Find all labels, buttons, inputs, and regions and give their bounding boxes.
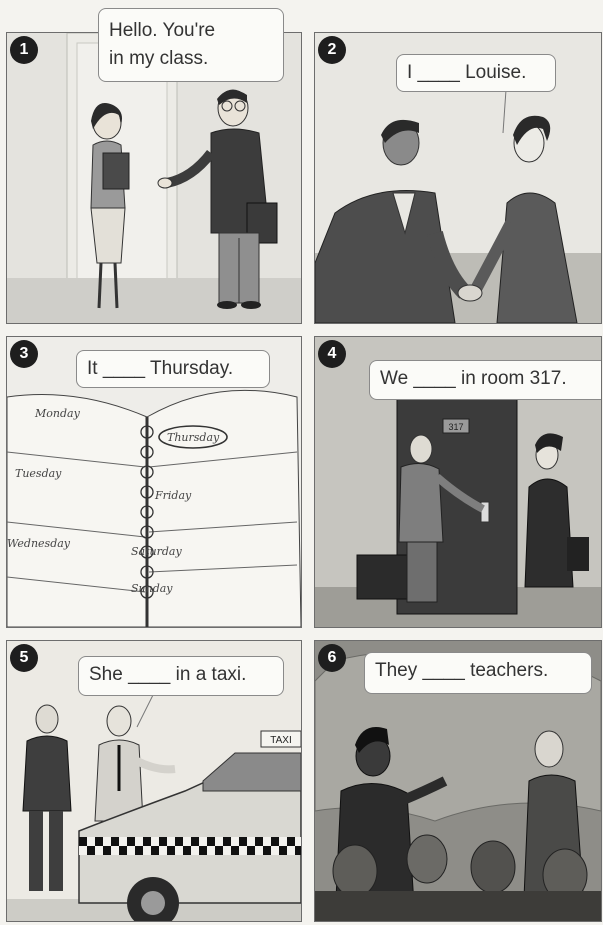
speech-text: She ____ in a taxi.	[89, 664, 247, 685]
speech-bubble-1	[98, 8, 284, 82]
taxi-checker-stripe	[79, 837, 301, 855]
panel-number-4: 4	[318, 340, 346, 368]
diary-day-5: Wednesday	[7, 537, 71, 550]
panel-number-5: 5	[10, 644, 38, 672]
panel-number-3: 3	[10, 340, 38, 368]
speech-bubble-6	[364, 652, 592, 694]
speech-line-1: Hello. You're	[109, 20, 216, 41]
speech-bubble-5	[78, 656, 284, 696]
door-number: 317	[448, 422, 464, 432]
speech-bubble-4	[369, 360, 601, 400]
speech-text: I ____ Louise.	[407, 62, 527, 83]
diary-day-7: Sunday	[131, 582, 173, 595]
panel-number-2: 2	[318, 36, 346, 64]
diary-day-4: Friday	[155, 489, 192, 502]
speech-bubble-2	[396, 54, 556, 92]
speech-text: It ____ Thursday.	[87, 358, 234, 379]
speech-text: They ____ teachers.	[375, 660, 549, 681]
diary-day-3: Tuesday	[15, 467, 62, 480]
speech-line-2: in my class.	[109, 48, 209, 69]
speech-text: We ____ in room 317.	[380, 368, 567, 389]
taxi-sign-text: TAXI	[270, 735, 292, 746]
speech-bubble-3	[76, 350, 270, 388]
diary-day-2: Thursday	[167, 431, 220, 444]
panel-number-6: 6	[318, 644, 346, 672]
diary-day-1: Monday	[35, 407, 80, 420]
diary-day-6: Saturday	[131, 545, 182, 558]
panel-number-1: 1	[10, 36, 38, 64]
